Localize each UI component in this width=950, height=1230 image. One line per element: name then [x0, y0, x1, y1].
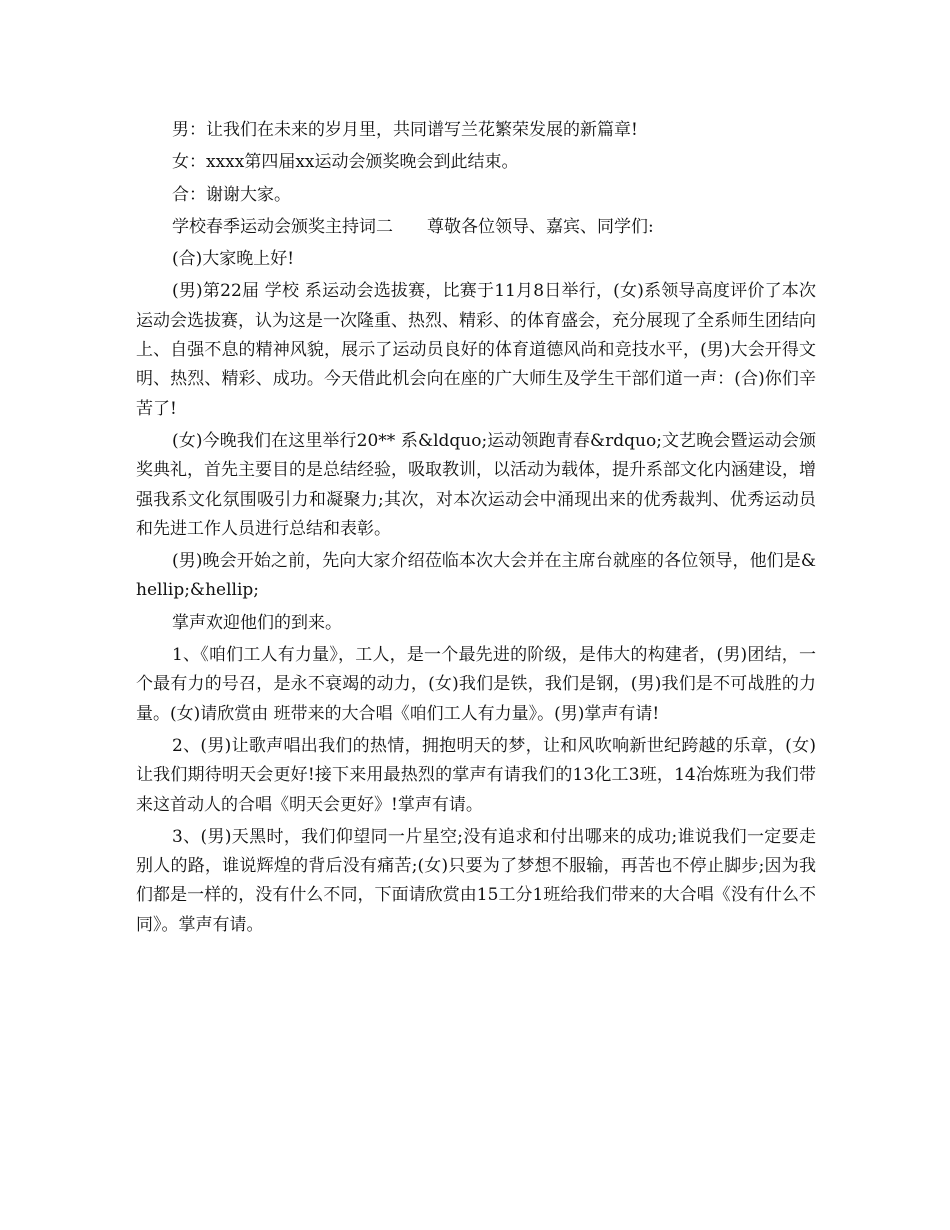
- paragraph-greeting: (合)大家晚上好!: [172, 249, 295, 270]
- paragraph-selection-match: (男)第22届 学校 系运动会选拔赛，比赛于11月8日举行，(女)系领导高度评价了本次运动会选拔赛，认为这是一次隆重、热烈、精彩、的体育盛会，充分展现了全系师生团结向上、自强不息的精神风貌，展示了运动员良好的体育道德风尚和竞技水平，(男)大会开得文明、热烈、精彩、成功。今天借此机会向在座的广大师生及学生干部们道一声：(合)你们辛苦了!: [136, 281, 816, 419]
- paragraph-program-3: 3、(男)天黑时，我们仰望同一片星空;没有追求和付出哪来的成功;谁说我们一定要走别人的路，谁说辉煌的背后没有痛苦;(女)只要为了梦想不服输，再苦也不停止脚步;因为我们都是一样的，没有什么不同，下面请欣赏由15工分1班给我们带来的大合唱《没有什么不同》。掌声有请。: [136, 826, 816, 935]
- paragraph-applause: 掌声欢迎他们的到来。: [172, 612, 342, 633]
- paragraph-female-closing: 女：xxxx第四届xx运动会颁奖晚会到此结束。: [172, 152, 519, 173]
- paragraph-evening-purpose: (女)今晚我们在这里举行20** 系&ldquo;运动领跑青春&rdquo;文艺晚会暨运动会颁奖典礼，首先主要目的是总结经验，吸取教训，以活动为载体，提升系部文化内涵建设，增强我系文化氛围吸引力和凝聚力;其次，对本次运动会中涌现出来的优秀裁判、优秀运动员和先进工作人员进行总结和表彰。: [136, 430, 816, 539]
- paragraph-section-title: 学校春季运动会颁奖主持词二 尊敬各位领导、嘉宾、同学们:: [172, 216, 654, 237]
- paragraph-leader-introduction: (男)晚会开始之前，先向大家介绍莅临本次大会并在主席台就座的各位领导，他们是&hellip;&hellip;: [136, 551, 816, 601]
- paragraph-program-2: 2、(男)让歌声唱出我们的热情，拥抱明天的梦，让和风吹响新世纪跨越的乐章，(女)让我们期待明天会更好!接下来用最热烈的掌声有请我们的13化工3班，14冶炼班为我们带来这首动人的合唱《明天会更好》!掌声有请。: [136, 735, 816, 815]
- paragraph-together-thanks: 合：谢谢大家。: [172, 184, 291, 205]
- document-page: [136, 116, 816, 940]
- paragraph-program-1: 1、《咱们工人有力量》，工人，是一个最先进的阶级，是伟大的构建者，(男)团结，一个最有力的号召，是永不衰竭的动力，(女)我们是铁，我们是钢，(男)我们是不可战胜的力量。(女)请欣赏由 班带来的大合唱《咱们工人有力量》。(男)掌声有请!: [136, 645, 816, 724]
- paragraph-male-closing: 男：让我们在未来的岁月里，共同谱写兰花繁荣发展的新篇章!: [172, 120, 638, 140]
